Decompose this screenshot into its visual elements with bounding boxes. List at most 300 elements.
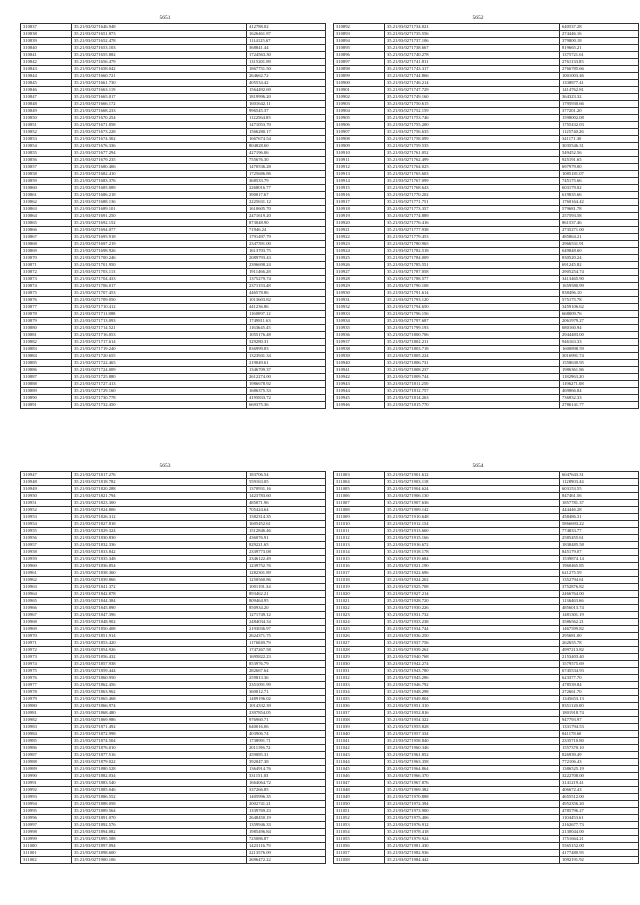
table-row [334,843,639,850]
row-id-cell: 310942 [334,374,385,381]
account-number-cell: 35.21/03/0271952.816 [385,710,560,717]
row-id-cell: 311019 [334,584,385,591]
amount-cell: 379800.18 [560,38,639,45]
amount-cell: 603179.02 [560,185,639,192]
amount-cell: 6047643.31 [560,472,639,479]
account-number-cell: 35.21/03/0271898.600 [72,850,247,857]
table-row [334,101,639,108]
row-id-cell: 310951 [21,500,72,507]
row-id-cell: 311026 [334,633,385,640]
account-number-cell: 35.21/03/0271741.811 [385,59,560,66]
account-number-cell: 35.21/03/0271883.540 [72,780,247,787]
row-id-cell: 311022 [334,605,385,612]
row-id-cell: 310883 [21,346,72,353]
account-number-cell: 35.21/03/0271951.310 [385,703,560,710]
account-number-cell: 35.21/03/0271981.430 [385,843,560,850]
account-number-cell: 35.21/03/0271961.852 [385,752,560,759]
table-row [21,675,326,682]
table-row [21,31,326,38]
amount-cell: 1751664.21 [560,836,639,843]
account-number-cell: 35.21/03/0271900.106 [72,857,247,864]
row-id-cell: 310871 [21,262,72,269]
amount-cell: 1163645.45 [247,325,326,332]
row-id-cell: 310842 [21,59,72,66]
row-id-cell: 311017 [334,570,385,577]
table-row [21,346,326,353]
row-id-cell: 310930 [334,290,385,297]
row-id-cell: 310906 [334,122,385,129]
amount-cell: 412788.02 [247,24,326,31]
row-id-cell: 310881 [21,332,72,339]
account-number-cell: 35.21/03/0271909.142 [385,507,560,514]
amount-cell: 847461.56 [560,493,639,500]
amount-cell: 1323941.34 [247,353,326,360]
amount-cell: 976960.71 [247,717,326,724]
amount-cell: 826939.49 [560,752,639,759]
row-id-cell: 310855 [21,150,72,157]
account-number-cell: 35.21/03/0271755.200 [385,122,560,129]
table-row [21,164,326,171]
amount-cell: 264662.72 [247,73,326,80]
amount-cell: 1136463.66 [560,598,639,605]
table-row [334,52,639,59]
amount-cell: 772106.43 [560,759,639,766]
row-id-cell: 310952 [21,507,72,514]
account-number-cell: 35.21/03/0271874.504 [72,738,247,745]
amount-cell: 1564492.69 [247,87,326,94]
amount-cell: 1250560.86 [247,577,326,584]
account-number-cell: 35.21/03/0271765.603 [385,171,560,178]
row-id-cell: 311054 [334,829,385,836]
row-id-cell: 310987 [21,752,72,759]
amount-cell: 2396698.24 [247,262,326,269]
table-row [334,374,639,381]
amount-cell: 71946.24 [247,227,326,234]
amount-cell: 1801918.74 [560,710,639,717]
amount-cell: 406672.43 [560,787,639,794]
account-number-cell: 35.21/03/0271671.058 [72,122,247,129]
row-id-cell: 310966 [21,605,72,612]
amount-cell: 1755432.03 [560,122,639,129]
amount-cell: 2130044.00 [560,829,639,836]
table-row [334,605,639,612]
amount-cell: 1239752.76 [247,563,326,570]
account-number-cell: 35.21/03/0271979.924 [385,836,560,843]
table-row [21,640,326,647]
account-number-cell: 35.21/03/0271706.017 [72,283,247,290]
amount-cell: 3586562.21 [560,619,639,626]
account-number-cell: 35.21/03/0271800.706 [385,332,560,339]
row-id-cell: 310920 [334,220,385,227]
row-id-cell: 310988 [21,759,72,766]
account-number-cell: 35.21/03/0271946.792 [385,682,560,689]
account-number-cell: 35.21/03/0271758.099 [385,136,560,143]
table-row [21,703,326,710]
account-number-cell: 35.21/03/0271916.672 [385,542,560,549]
row-id-cell: 310851 [21,122,72,129]
table-row [334,654,639,661]
amount-cell: 1092191.92 [560,857,639,864]
amount-cell: 282667.64 [247,668,326,675]
account-number-cell: 35.21/03/0271698.926 [72,248,247,255]
amount-cell: 360012.71 [247,689,326,696]
amount-cell: 1566280.17 [247,129,326,136]
row-id-cell: 310960 [21,563,72,570]
account-number-cell: 35.21/03/0271703.113 [72,269,247,276]
row-id-cell: 310905 [334,115,385,122]
table-row [21,248,326,255]
amount-cell: 3459106.62 [560,304,639,311]
row-id-cell: 310897 [334,59,385,66]
table-row [21,479,326,486]
row-id-cell: 310894 [334,38,385,45]
table-row [21,647,326,654]
account-number-cell: 35.21/03/0271924.202 [385,577,560,584]
row-id-cell: 310856 [21,157,72,164]
row-id-cell: 311014 [334,549,385,556]
amount-cell: 668009.76 [560,311,639,318]
table-row [21,227,326,234]
amount-cell: 1370931.16 [247,486,326,493]
amount-cell: 1128903.44 [560,479,639,486]
table-row [334,304,639,311]
amount-cell: 3413465.90 [560,276,639,283]
table-row [21,738,326,745]
row-id-cell: 310886 [21,367,72,374]
table-row [334,395,639,402]
table-row [21,213,326,220]
table-row [334,339,639,346]
amount-cell: 697979.00 [560,164,639,171]
row-id-cell: 310846 [21,87,72,94]
account-number-cell: 35.21/03/0271738.667 [385,45,560,52]
table-row [334,570,639,577]
table-row [334,759,639,766]
amount-cell: 2966531.91 [560,241,639,248]
row-id-cell: 310878 [21,311,72,318]
amount-cell: 295681.00 [560,633,639,640]
row-id-cell: 311009 [334,514,385,521]
account-number-cell: 35.21/03/0271894.082 [72,829,247,836]
row-id-cell: 310985 [21,738,72,745]
table-row [334,801,639,808]
account-number-cell: 35.21/03/0271912.154 [385,521,560,528]
amount-cell: 2339773.08 [247,549,326,556]
table-row [21,402,326,409]
row-id-cell: 310946 [334,402,385,409]
account-number-cell: 35.21/03/0271666.172 [72,101,247,108]
table-row [334,269,639,276]
row-id-cell: 310866 [21,227,72,234]
account-number-cell: 35.21/03/0271759.535 [385,143,560,150]
table-row [21,507,326,514]
table-row [21,836,326,843]
amount-cell: 4195833.72 [247,395,326,402]
row-id-cell: 311037 [334,710,385,717]
amount-cell: 1695822.23 [247,654,326,661]
row-id-cell: 310900 [334,80,385,87]
row-id-cell: 310914 [334,178,385,185]
data-table [333,471,639,864]
table-row [334,164,639,171]
row-id-cell: 310857 [21,164,72,171]
table-row [334,675,639,682]
row-id-cell: 310899 [334,73,385,80]
row-id-cell: 310973 [21,654,72,661]
table-row [21,514,326,521]
account-number-cell: 35.21/03/0271972.394 [385,801,560,808]
page-number: 5654 [472,463,484,469]
account-number-cell: 35.21/03/0271835.348 [72,556,247,563]
amount-cell: 368841.44 [247,45,326,52]
account-number-cell: 35.21/03/0271734.021 [385,24,560,31]
row-id-cell: 310982 [21,717,72,724]
amount-cell: 819665.21 [560,45,639,52]
table-row [334,850,639,857]
amount-cell: 1667674.54 [247,136,326,143]
amount-cell: 841178.60 [560,731,639,738]
account-number-cell: 35.21/03/0271872.998 [72,731,247,738]
amount-cell: 458486.31 [560,514,639,521]
row-id-cell: 310852 [21,129,72,136]
row-id-cell: 311042 [334,745,385,752]
amount-cell: 1114125.67 [247,38,326,45]
amount-cell: 549452.56 [560,150,639,157]
row-id-cell: 311056 [334,843,385,850]
amount-cell: 368533.79 [247,178,326,185]
amount-cell: 2786141.77 [560,402,639,409]
row-id-cell: 310996 [21,815,72,822]
row-id-cell: 310940 [334,360,385,367]
account-number-cell: 35.21/03/0271880.528 [72,766,247,773]
table-row [21,185,326,192]
account-number-cell: 35.21/03/0271651.873 [72,31,247,38]
table-row [21,633,326,640]
amount-cell: 2089793.43 [247,255,326,262]
amount-cell: 603153.55 [560,486,639,493]
amount-cell: 4952356.20 [560,801,639,808]
row-id-cell: 310972 [21,647,72,654]
amount-cell: 1125740.26 [560,129,639,136]
amount-cell: 1582314.35 [247,514,326,521]
amount-cell: 774833.77 [560,528,639,535]
row-id-cell: 311024 [334,619,385,626]
row-id-cell: 310997 [21,822,72,829]
amount-cell: 219049.61 [247,360,326,367]
amount-cell: 262655.78 [560,640,639,647]
table-row [334,262,639,269]
row-id-cell: 310859 [21,178,72,185]
row-id-cell: 310895 [334,45,385,52]
row-id-cell: 311049 [334,794,385,801]
account-number-cell: 35.21/03/0271936.250 [385,633,560,640]
row-id-cell: 311029 [334,654,385,661]
table-row [21,584,326,591]
account-number-cell: 35.21/03/0271713.093 [72,318,247,325]
table-row [334,633,639,640]
row-id-cell: 311008 [334,507,385,514]
account-number-cell: 35.21/03/0271922.696 [385,570,560,577]
table-row [21,612,326,619]
table-row [334,402,639,409]
row-id-cell: 311007 [334,500,385,507]
account-number-cell: 35.21/03/0271767.099 [385,178,560,185]
table-row [21,542,326,549]
account-number-cell: 35.21/03/0271663.119 [72,87,247,94]
account-number-cell: 35.21/03/0271897.094 [72,843,247,850]
amount-cell: 377201.20 [560,108,639,115]
amount-cell: 1605452.61 [247,521,326,528]
account-number-cell: 35.21/03/0271779.453 [385,234,560,241]
account-number-cell: 35.21/03/0271817.276 [72,472,247,479]
amount-cell: 1725686.86 [247,171,326,178]
table-row [21,297,326,304]
table-row [334,150,639,157]
account-number-cell: 35.21/03/0271697.219 [72,241,247,248]
amount-cell: 485864.21 [560,234,639,241]
row-id-cell: 311016 [334,563,385,570]
table-row [334,647,639,654]
account-number-cell: 35.21/03/0271719.240 [72,346,247,353]
row-id-cell: 310873 [21,276,72,283]
table-row [334,227,639,234]
table-row [334,752,639,759]
amount-cell: 640016.06 [247,724,326,731]
amount-cell: 1470536.28 [247,164,326,171]
row-id-cell: 310870 [21,255,72,262]
table-row [334,213,639,220]
row-id-cell: 310986 [21,745,72,752]
account-number-cell: 35.21/03/0271809.744 [385,374,560,381]
account-number-cell: 35.21/03/0271668.233 [72,108,247,115]
row-id-cell: 310939 [334,353,385,360]
account-number-cell: 35.21/03/0271707.453 [72,290,247,297]
account-number-cell: 35.21/03/0271939.262 [385,647,560,654]
row-id-cell: 310967 [21,612,72,619]
row-id-cell: 310874 [21,283,72,290]
account-number-cell: 35.21/03/0271879.022 [72,759,247,766]
account-number-cell: 35.21/03/0271665.017 [72,94,247,101]
table-row [21,150,326,157]
account-number-cell: 35.21/03/0271954.322 [385,717,560,724]
table-row [21,619,326,626]
account-number-cell: 35.21/03/0271892.576 [72,822,247,829]
row-id-cell: 310912 [334,164,385,171]
row-id-cell: 310981 [21,710,72,717]
amount-cell: 2648450.19 [247,815,326,822]
account-number-cell: 35.21/03/0271942.274 [385,661,560,668]
table-row [334,185,639,192]
row-id-cell: 310869 [21,248,72,255]
account-number-cell: 35.21/03/0271833.842 [72,549,247,556]
amount-cell: 2011196.72 [247,745,326,752]
row-id-cell: 310901 [334,87,385,94]
row-id-cell: 311021 [334,598,385,605]
row-id-cell: 310910 [334,150,385,157]
amount-cell: 403906.74 [247,731,326,738]
amount-cell: 8351120.00 [560,703,639,710]
account-number-cell: 35.21/03/0271871.492 [72,724,247,731]
account-number-cell: 35.21/03/0271877.516 [72,752,247,759]
account-number-cell: 35.21/03/0271762.499 [385,157,560,164]
row-id-cell: 311038 [334,717,385,724]
row-id-cell: 310990 [21,773,72,780]
amount-cell: 946163.33 [560,339,639,346]
account-number-cell: 35.21/03/0271860.950 [72,675,247,682]
row-id-cell: 310839 [21,38,72,45]
amount-cell: 2905254.74 [560,269,639,276]
table-row [334,822,639,829]
account-number-cell: 35.21/03/0271805.224 [385,353,560,360]
account-number-cell: 35.21/03/0271694.077 [72,227,247,234]
account-number-cell: 35.21/03/0271701.950 [72,262,247,269]
account-number-cell: 35.21/03/0271682.410 [72,171,247,178]
row-id-cell: 310962 [21,577,72,584]
account-number-cell: 35.21/03/0271695.918 [72,234,247,241]
amount-cell: 459085.31 [247,752,326,759]
table-row [334,507,639,514]
account-number-cell: 35.21/03/0271724.009 [72,367,247,374]
table-row [21,563,326,570]
amount-cell: 2612274.00 [247,374,326,381]
account-number-cell: 35.21/03/0271844.384 [72,598,247,605]
table-row [334,773,639,780]
table-row [21,829,326,836]
account-number-cell: 35.21/03/0271655.882 [72,52,247,59]
account-number-cell: 35.21/03/0271653.103 [72,45,247,52]
account-number-cell: 35.21/03/0271661.730 [72,80,247,87]
table-row [21,38,326,45]
page-5652 [333,14,623,409]
row-id-cell: 310929 [334,283,385,290]
account-number-cell: 35.21/03/0271913.660 [385,528,560,535]
table-row [21,521,326,528]
amount-cell: 2061979.27 [560,318,639,325]
row-id-cell: 310989 [21,766,72,773]
table-row [334,535,639,542]
table-row [21,199,326,206]
row-id-cell: 310949 [21,486,72,493]
amount-cell: 1857781.37 [560,500,639,507]
amount-cell: 1375279.74 [247,276,326,283]
table-row [21,381,326,388]
table-row [21,759,326,766]
table-row [21,787,326,794]
account-number-cell: 35.21/03/0271827.818 [72,521,247,528]
table-row [334,619,639,626]
amount-cell: 4785796.27 [560,808,639,815]
account-number-cell: 35.21/03/0271838.360 [72,570,247,577]
row-id-cell: 311053 [334,822,385,829]
amount-cell: 5565152.00 [560,843,639,850]
table-row [21,143,326,150]
table-row [21,73,326,80]
table-row [334,45,639,52]
table-row [21,269,326,276]
table-row [21,129,326,136]
table-row [21,843,326,850]
page-5654 [333,462,623,864]
table-row [21,52,326,59]
account-number-cell: 35.21/03/0271865.468 [72,696,247,703]
account-number-cell: 35.21/03/0271859.444 [72,668,247,675]
table-row [334,794,639,801]
row-id-cell: 310913 [334,171,385,178]
row-id-cell: 310933 [334,311,385,318]
account-number-cell: 35.21/03/0271710.412 [72,304,247,311]
account-number-cell: 35.21/03/0271856.432 [72,654,247,661]
account-number-cell: 35.21/03/0271969.382 [385,787,560,794]
